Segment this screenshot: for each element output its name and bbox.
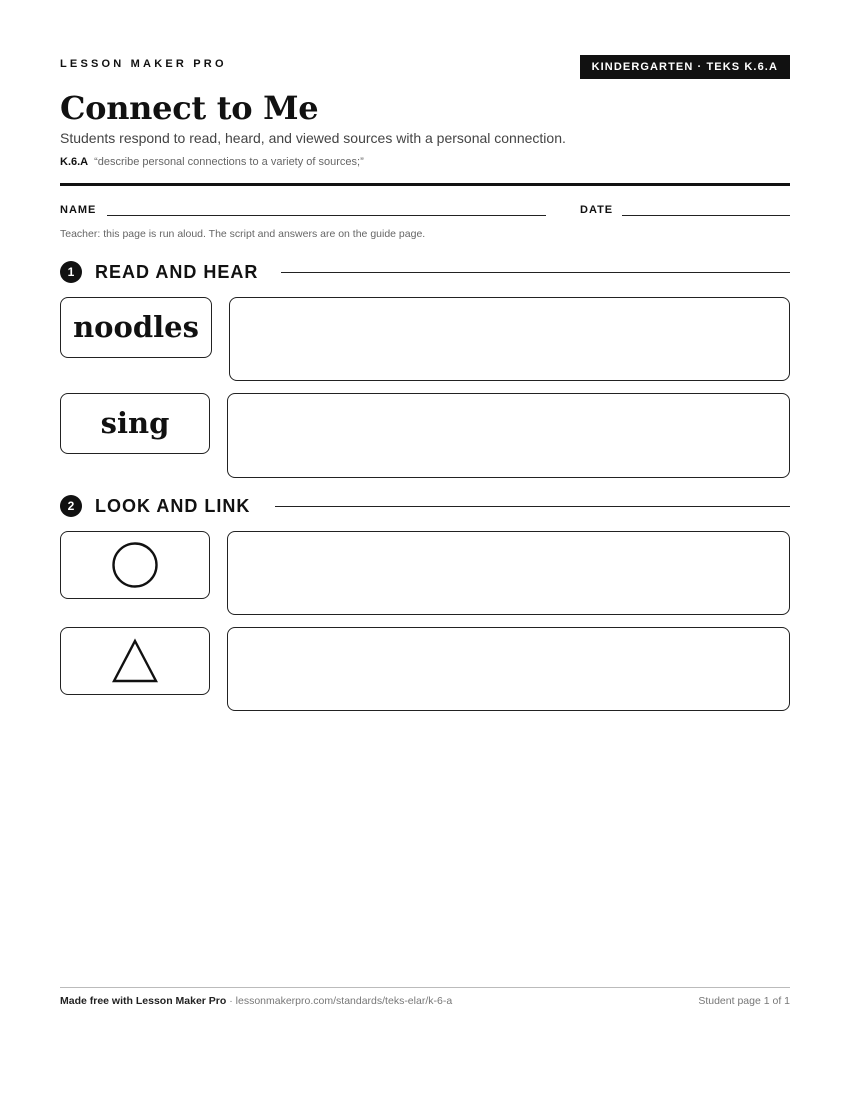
footer-divider [60, 987, 790, 988]
section-number-badge: 2 [60, 495, 82, 517]
standard-code: K.6.A [60, 156, 89, 168]
section-divider [281, 272, 790, 273]
section-title: LOOK AND LINK [95, 496, 251, 516]
section-divider [275, 506, 790, 507]
section-number-badge: 1 [60, 261, 82, 283]
date-label: DATE [580, 204, 614, 216]
page-subtitle: Students respond to read, heard, and viewed sources with a personal connection. [60, 130, 566, 146]
footer-url-link[interactable]: lessonmakerpro.com/standards/teks-elar/k-6-a [235, 995, 453, 1007]
page-title: Connect to Me [60, 89, 319, 127]
header-divider [60, 183, 790, 186]
footer-separator: · [226, 995, 236, 1007]
answer-box-circle[interactable] [227, 531, 790, 615]
answer-box-sing[interactable] [227, 393, 790, 478]
picture-card-circle [60, 531, 210, 599]
section-read-and-hear-header [60, 260, 790, 282]
footer-credit [60, 995, 452, 1007]
standard-reference [60, 156, 364, 168]
picture-card-triangle [60, 627, 210, 695]
footer-made-with: Made free with Lesson Maker Pro [60, 995, 227, 1007]
name-field-line[interactable] [107, 215, 546, 216]
circle-icon [111, 541, 159, 589]
section-look-and-link-header [60, 494, 790, 516]
answer-box-noodles[interactable] [229, 297, 790, 381]
word-card-noodles [60, 297, 212, 358]
triangle-icon [110, 637, 160, 685]
word-card-sing [60, 393, 210, 454]
section-title: READ AND HEAR [95, 262, 259, 282]
worksheet-page [60, 0, 790, 1100]
name-label: NAME [60, 204, 97, 216]
teacher-note: Teacher: this page is run aloud. The script and answers are on the guide page. [60, 228, 426, 240]
brand-name: LESSON MAKER PRO [60, 58, 227, 70]
standard-text: “describe personal connections to a variety of sources;” [94, 156, 364, 168]
grade-standard-badge: KINDERGARTEN · TEKS K.6.A [580, 55, 790, 79]
answer-box-triangle[interactable] [227, 627, 790, 711]
cue-word: sing [100, 406, 170, 440]
cue-word: noodles [73, 310, 199, 344]
footer-page-label: Student page 1 of 1 [698, 995, 790, 1007]
date-field-line[interactable] [622, 215, 790, 216]
